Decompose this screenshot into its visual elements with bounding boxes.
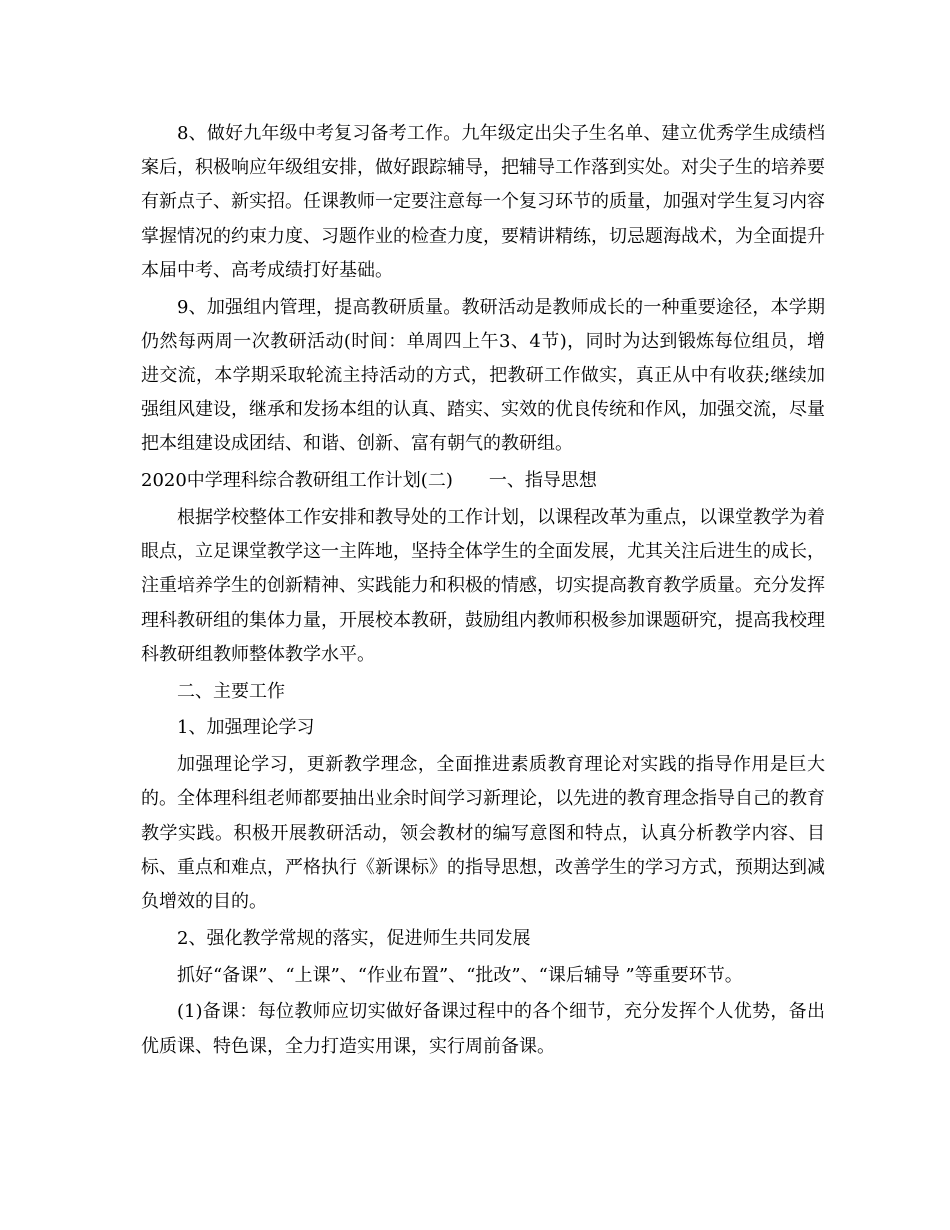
paragraph-item-8: 8、做好九年级中考复习备考工作。九年级定出尖子生名单、建立优秀学生成绩档案后，积极响应年级组安排，做好跟踪辅导，把辅导工作落到实处。对尖子生的培养要有新点子、新实招。任课教师一定要注意每一个复习环节的质量，加强对学生复习内容掌握情况的约束力度、习题作业的检查力度，要精讲精练，切忌题海战术，为全面提升本届中考、高考成绩打好基础。 [141, 123, 825, 281]
paragraph-lesson-prep: (1)备课：每位教师应切实做好备课过程中的各个细节，充分发挥个人优势，备出优质课、特色课，全力打造实用课，实行周前备课。 [141, 1001, 825, 1057]
heading-main-work: 二、主要工作 [177, 680, 285, 702]
heading-teaching-routine: 2、强化教学常规的落实，促进师生共同发展 [177, 927, 531, 949]
paragraph-key-links: 抓好“备课”、“上课”、“作业布置”、“批改”、“课后辅导 ”等重要环节。 [177, 964, 743, 986]
section-heading-plan-two: 2020中学理科综合教研组工作计划(二) 一、指导思想 [141, 470, 597, 492]
paragraph-guiding-thought: 根据学校整体工作安排和教导处的工作计划，以课程改革为重点，以课堂教学为着眼点，立足课堂教学这一主阵地，坚持全体学生的全面发展，尤其关注后进生的成长，注重培养学生的创新精神、实践能力和积极的情感，切实提高教育教学质量。充分发挥理科教研组的集体力量，开展校本教研，鼓励组内教师积极参加课题研究，提高我校理科教研组教师整体教学水平。 [141, 507, 825, 665]
paragraph-item-9: 9、加强组内管理，提高教研质量。教研活动是教师成长的一种重要途径，本学期仍然每两周一次教研活动(时间：单周四上午3、4节)，同时为达到锻炼每位组员，增进交流，本学期采取轮流主持活动的方式，把教研工作做实，真正从中有收获;继续加强组风建设，继承和发扬本组的认真、踏实、实效的优良传统和作风，加强交流，尽量把本组建设成团结、和谐、创新、富有朝气的教研组。 [141, 296, 825, 455]
heading-theory-study: 1、加强理论学习 [177, 717, 315, 739]
paragraph-theory-study: 加强理论学习，更新教学理念，全面推进素质教育理论对实践的指导作用是巨大的。全体理科组老师都要抽出业余时间学习新理论，以先进的教育理念指导自己的教育教学实践。积极开展教研活动，领会教材的编写意图和特点，认真分析教学内容、目标、重点和难点，严格执行《新课标》的指导思想，改善学生的学习方式，预期达到减负增效的目的。 [141, 754, 825, 913]
